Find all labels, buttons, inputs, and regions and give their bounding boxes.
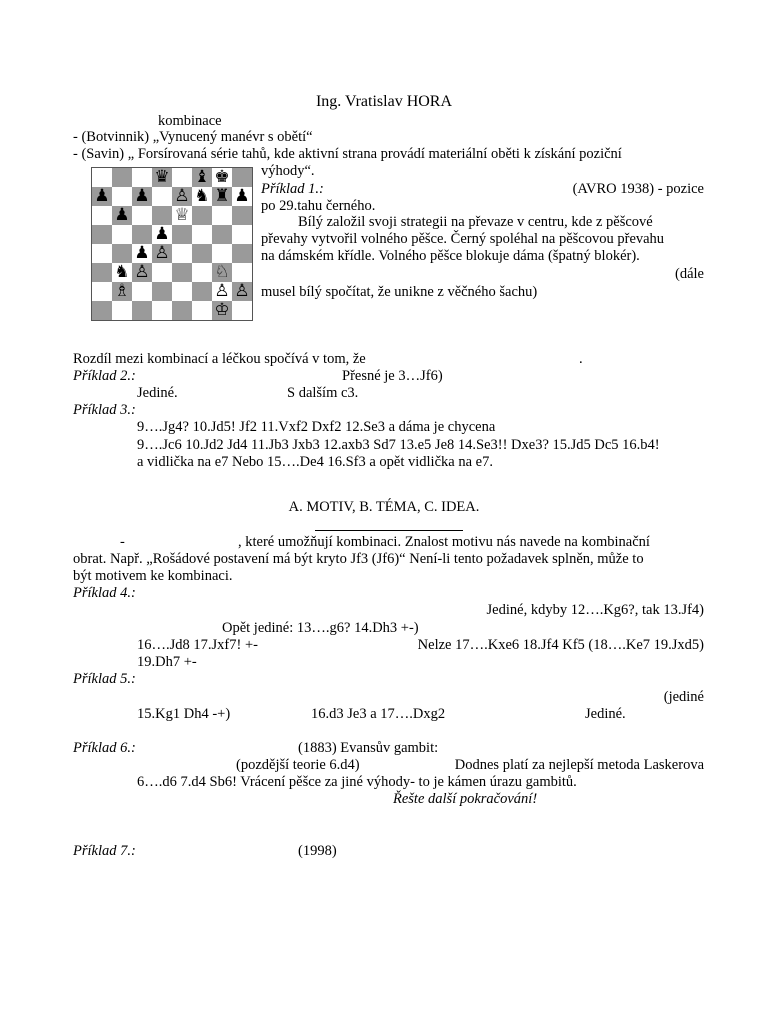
- board-square: [232, 225, 252, 244]
- board-square: [192, 225, 212, 244]
- example-1-line: (dále: [675, 266, 704, 282]
- example-1-line: po 29.tahu černého.: [261, 198, 376, 214]
- example-7-line: (1998): [298, 843, 337, 859]
- board-square: [112, 301, 132, 320]
- board-square: [212, 244, 232, 263]
- board-square: ♙: [132, 263, 152, 282]
- board-square: [92, 282, 112, 301]
- board-square: [112, 168, 132, 187]
- example-4-line: 16….Jd8 17.Jxf7! +-: [137, 637, 258, 653]
- example-1-line: Bílý založil svoji strategii na převaze v centru, kde z pěšcové: [298, 214, 653, 230]
- board-square: [232, 263, 252, 282]
- example-2-line: S dalším c3.: [287, 385, 359, 401]
- definition-savin-end: výhody“.: [261, 163, 315, 179]
- board-square: [132, 301, 152, 320]
- example-4-line: Opět jediné: 13….g6? 14.Dh3 +-): [222, 620, 419, 636]
- difference-period: .: [579, 351, 583, 367]
- example-5-line: Jediné.: [585, 706, 626, 722]
- example-6-line: Řešte další pokračování!: [393, 791, 538, 807]
- board-square: ♙: [232, 282, 252, 301]
- example-5-line: (jediné: [663, 689, 704, 705]
- board-square: ♙: [212, 282, 232, 301]
- board-square: [212, 206, 232, 225]
- board-square: [232, 206, 252, 225]
- board-square: [132, 206, 152, 225]
- board-square: [232, 244, 252, 263]
- example-2-line: Přesné je 3…Jf6): [342, 368, 443, 384]
- example-6-line: (pozdější teorie 6.d4): [236, 757, 360, 773]
- board-square: ♞: [112, 263, 132, 282]
- example-6-line: 6….d6 7.d4 Sb6! Vrácení pěšce za jiné výhody- to je kámen úrazu gambitů.: [137, 774, 577, 790]
- example-3-label: Příklad 3.:: [73, 402, 136, 418]
- example-7-label: Příklad 7.:: [73, 843, 136, 859]
- example-3-line: 9….Jg4? 10.Jd5! Jf2 11.Vxf2 Dxf2 12.Se3 a dáma je chycena: [137, 419, 496, 435]
- board-square: [112, 225, 132, 244]
- example-2-line: Jediné.: [137, 385, 178, 401]
- example-4-line: Nelze 17….Kxe6 18.Jf4 Kf5 (18….Ke7 19.Jxd5): [417, 637, 704, 653]
- board-square: ♗: [112, 282, 132, 301]
- example-3-line: 9….Jc6 10.Jd2 Jd4 11.Jb3 Jxb3 12.axb3 Sd7 13.e5 Je8 14.Se3!! Dxe3? 15.Jd5 Dc5 16.b4!: [137, 437, 660, 453]
- board-square: [172, 244, 192, 263]
- board-square: [112, 244, 132, 263]
- board-square: [132, 282, 152, 301]
- board-square: ♟: [132, 187, 152, 206]
- example-6-line: Dodnes platí za nejlepší metoda Laskerova: [454, 757, 704, 773]
- example-6-line: (1883) Evansův gambit:: [298, 740, 439, 756]
- board-square: ♞: [192, 187, 212, 206]
- board-square: [192, 244, 212, 263]
- board-square: [92, 301, 112, 320]
- example-3-line: a vidlička na e7 Nebo 15….De4 16.Sf3 a opět vidlička na e7.: [137, 454, 493, 470]
- example-1-line: musel bílý spočítat, že unikne z věčného šachu): [261, 284, 538, 300]
- board-square: [192, 301, 212, 320]
- example-1-line: na dámském křídle. Volného pěšce blokuje dáma (špatný blokér).: [261, 248, 640, 264]
- board-square: [152, 282, 172, 301]
- example-5-line: 15.Kg1 Dh4 -+): [137, 706, 231, 722]
- board-square: ♘: [212, 263, 232, 282]
- board-square: ♟: [152, 225, 172, 244]
- motiv-line: být motivem ke kombinaci.: [73, 568, 233, 584]
- board-square: [92, 244, 112, 263]
- board-square: ♟: [92, 187, 112, 206]
- board-square: ♔: [212, 301, 232, 320]
- example-4-label: Příklad 4.:: [73, 585, 136, 601]
- board-square: [132, 225, 152, 244]
- board-square: [152, 187, 172, 206]
- board-square: ♟: [112, 206, 132, 225]
- board-square: [172, 282, 192, 301]
- example-4-line: 19.Dh7 +-: [137, 654, 197, 670]
- board-square: [92, 263, 112, 282]
- board-square: [232, 301, 252, 320]
- underline-rule: [315, 530, 463, 531]
- board-square: [92, 206, 112, 225]
- board-square: [152, 206, 172, 225]
- motiv-dash: -: [120, 534, 125, 550]
- difference-text: Rozdíl mezi kombinací a léčkou spočívá v tom, že: [73, 351, 366, 367]
- section-heading: A. MOTIV, B. TÉMA, C. IDEA.: [288, 499, 480, 515]
- board-square: [212, 225, 232, 244]
- board-square: [92, 168, 112, 187]
- board-square: ♟: [232, 187, 252, 206]
- chess-diagram: [91, 167, 253, 321]
- board-square: ♟: [132, 244, 152, 263]
- board-square: [152, 263, 172, 282]
- example-1-line: převahy vytvořil volného pěšce. Černý spoléhal na pěšcovou převahu: [261, 231, 665, 247]
- board-square: ♛: [152, 168, 172, 187]
- board-square: ♕: [172, 206, 192, 225]
- subtitle: kombinace: [158, 113, 222, 129]
- board-square: [172, 225, 192, 244]
- board-square: [192, 206, 212, 225]
- board-square: ♜: [212, 187, 232, 206]
- page-title: Ing. Vratislav HORA: [315, 93, 453, 110]
- board-square: [112, 187, 132, 206]
- board-square: ♙: [152, 244, 172, 263]
- board-square: [192, 263, 212, 282]
- board-square: ♝: [192, 168, 212, 187]
- board-square: [132, 168, 152, 187]
- example-4-line: Jediné, kdyby 12….Kg6?, tak 13.Jf4): [486, 602, 704, 618]
- definition-botvinnik: - (Botvinnik) „Vynucený manévr s obětí“: [73, 129, 313, 145]
- definition-savin: - (Savin) „ Forsírovaná série tahů, kde aktivní strana provádí materiální oběti k získání poziční: [73, 146, 622, 162]
- motiv-line: , které umožňují kombinaci. Znalost motivu nás navede na kombinační: [238, 534, 650, 550]
- board-square: ♙: [172, 187, 192, 206]
- example-5-line: 16.d3 Je3 a 17….Dxg2: [311, 706, 446, 722]
- board-square: [232, 168, 252, 187]
- board-square: ♚: [212, 168, 232, 187]
- example-1-label: Příklad 1.:: [261, 181, 324, 197]
- example-2-label: Příklad 2.:: [73, 368, 136, 384]
- board-square: [172, 263, 192, 282]
- example-1-source: (AVRO 1938) - pozice: [572, 181, 704, 197]
- example-6-label: Příklad 6.:: [73, 740, 136, 756]
- board-square: [92, 225, 112, 244]
- motiv-line: obrat. Např. „Rošádové postavení má být kryto Jf3 (Jf6)“ Není-li tento požadavek splněn, může to: [73, 551, 644, 567]
- board-square: [152, 301, 172, 320]
- board-square: [172, 301, 192, 320]
- board-square: [192, 282, 212, 301]
- board-square: [172, 168, 192, 187]
- example-5-label: Příklad 5.:: [73, 671, 136, 687]
